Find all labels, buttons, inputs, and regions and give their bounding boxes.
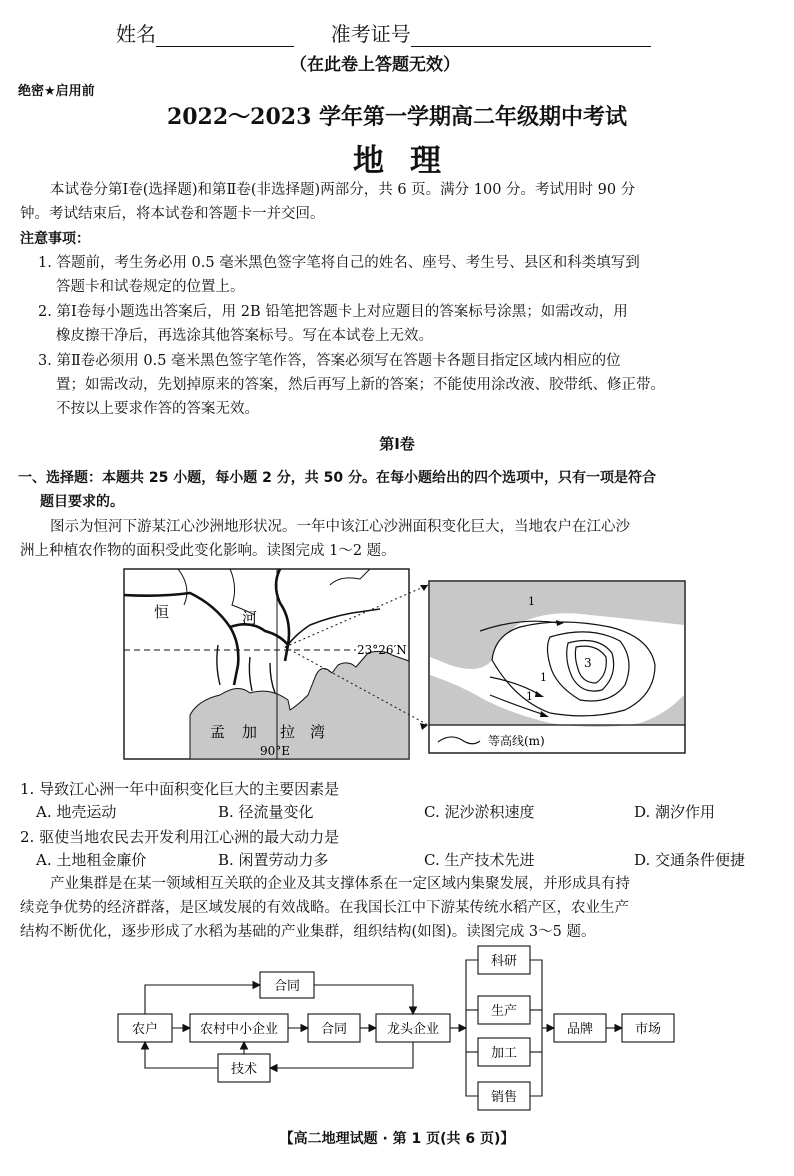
contour-value: 1 xyxy=(528,595,535,608)
node-research-label: 科研 xyxy=(490,954,518,969)
node-market-label: 市场 xyxy=(634,1022,662,1037)
name-blank xyxy=(156,26,294,47)
bracket-left xyxy=(466,960,478,1096)
passage-2-line: 结构不断优化，逐步形成了水稻为基础的产业集群，组织结构(如图)。读图完成 3～5 题。 xyxy=(20,924,596,940)
map-label-wan: 湾 xyxy=(310,723,326,741)
subject-title: 地理 xyxy=(353,143,467,179)
option-a: A. 土地租金廉价 xyxy=(36,851,147,869)
invalid-note: （在此卷上答题无效） xyxy=(290,55,460,75)
option-d: D. 潮汐作用 xyxy=(634,803,716,821)
passage-2-line: 续竞争优势的经济群落，是区域发展的有效战略。在我国长江中下游某传统水稻产区，农业生产 xyxy=(20,900,629,916)
notice-item: 1. 答题前，考生务必用 0.5 毫米黑色签字笔将自己的姓名、座号、考生号、县区和科类填写到 xyxy=(38,255,640,271)
question-stem: 2. 驱使当地农民去开发利用江心洲的最大动力是 xyxy=(20,828,340,846)
passage-1-line: 图示为恒河下游某江心沙洲地形状况。一年中该江心沙洲面积变化巨大，当地农户在江心沙 xyxy=(50,519,630,535)
map-label-la: 拉 xyxy=(280,723,296,741)
legend-label: 等高线(m) xyxy=(488,734,545,748)
node-processing-label: 加工 xyxy=(490,1046,518,1061)
node-leader-label: 龙头企业 xyxy=(386,1022,440,1037)
node-sme-label: 农村中小企业 xyxy=(199,1022,279,1037)
secret-mark: 绝密★启用前 xyxy=(18,84,95,99)
map-label-meng: 孟 xyxy=(210,723,226,741)
notice-item-cont: 置；如需改动，先划掉原来的答案，然后再写上新的答案；不能使用涂改液、胶带纸、修正带。 xyxy=(56,377,665,393)
passage-1-line: 洲上种植农作物的面积受此变化影响。读图完成 1～2 题。 xyxy=(20,543,396,559)
option-b: B. 闲置劳动力多 xyxy=(218,851,329,869)
node-farmer-label: 农户 xyxy=(131,1022,159,1037)
latitude-label: 23°26′N xyxy=(357,643,407,657)
passage-2-line: 产业集群是在某一领域相互关联的企业及其支撑体系在一定区域内集聚发展，并形成具有持 xyxy=(50,876,630,892)
section-instructions: 一、选择题：本题共 25 小题，每小题 2 分，共 50 分。在每小题给出的四个选项中，只有一项是符合 xyxy=(18,470,656,486)
arrow-head xyxy=(420,585,428,591)
map-label-he: 河 xyxy=(242,609,258,627)
node-contract-mid-label: 合同 xyxy=(320,1022,348,1037)
notice-heading: 注意事项： xyxy=(20,231,90,247)
contour-value: 3 xyxy=(584,656,592,670)
notice-item: 2. 第Ⅰ卷每小题选出答案后，用 2B 铅笔把答题卡上对应题目的答案标号涂黑；如需改动，用 xyxy=(38,304,628,320)
edge xyxy=(314,985,413,1014)
intro-line-1: 本试卷分第Ⅰ卷(选择题)和第Ⅱ卷(非选择题)两部分，共 6 页。满分 100 分。考试用时 90 分 xyxy=(50,182,636,198)
industry-cluster-diagram xyxy=(110,942,690,1114)
option-a: A. 地壳运动 xyxy=(36,803,117,821)
option-c: C. 泥沙淤积速度 xyxy=(424,803,535,821)
notice-item-cont: 答题卡和试卷规定的位置上。 xyxy=(56,279,245,295)
option-c: C. 生产技术先进 xyxy=(424,851,535,869)
node-sales-label: 销售 xyxy=(490,1090,518,1105)
node-production-label: 生产 xyxy=(490,1004,518,1019)
candidate-info-row xyxy=(116,18,651,47)
section-instructions-cont: 题目要求的。 xyxy=(40,494,124,510)
edge xyxy=(270,1042,413,1068)
exam-title: 2022～2023 学年第一学期高二年级期中考试 xyxy=(166,104,628,130)
question-stem: 1. 导致江心洲一年中面积变化巨大的主要因素是 xyxy=(20,780,340,798)
ganges-map-figure xyxy=(120,565,780,765)
node-tech-label: 技术 xyxy=(230,1062,258,1077)
edge xyxy=(145,985,260,1014)
section-heading: 第Ⅰ卷 xyxy=(379,435,415,453)
contour-value: 1 xyxy=(526,690,533,703)
contour-value: 1 xyxy=(540,671,547,684)
edge xyxy=(145,1042,218,1068)
node-contract-top-label: 合同 xyxy=(273,979,301,994)
option-d: D. 交通条件便捷 xyxy=(634,851,746,869)
exam-no-blank xyxy=(411,26,651,47)
notice-item-cont: 不按以上要求作答的答案无效。 xyxy=(56,401,259,417)
notice-item: 3. 第Ⅱ卷必须用 0.5 毫米黑色签字笔作答，答案必须写在答题卡各题目指定区域内相应的位 xyxy=(38,353,621,369)
option-b: B. 径流量变化 xyxy=(218,803,314,821)
map-label-heng: 恒 xyxy=(154,603,170,621)
exam-no-label: 准考证号 xyxy=(330,22,411,46)
name-label: 姓名 xyxy=(116,22,156,46)
longitude-label: 90°E xyxy=(260,744,291,758)
notice-item-cont: 橡皮擦干净后，再选涂其他答案标号。写在本试卷上无效。 xyxy=(56,328,433,344)
bracket-right xyxy=(530,960,542,1096)
intro-line-2: 钟。考试结束后，将本试卷和答题卡一并交回。 xyxy=(20,206,325,222)
page-footer: 【高二地理试题 · 第 1 页(共 6 页)】 xyxy=(279,1131,515,1147)
node-brand-label: 品牌 xyxy=(566,1022,594,1037)
map-label-jia: 加 xyxy=(242,723,258,741)
